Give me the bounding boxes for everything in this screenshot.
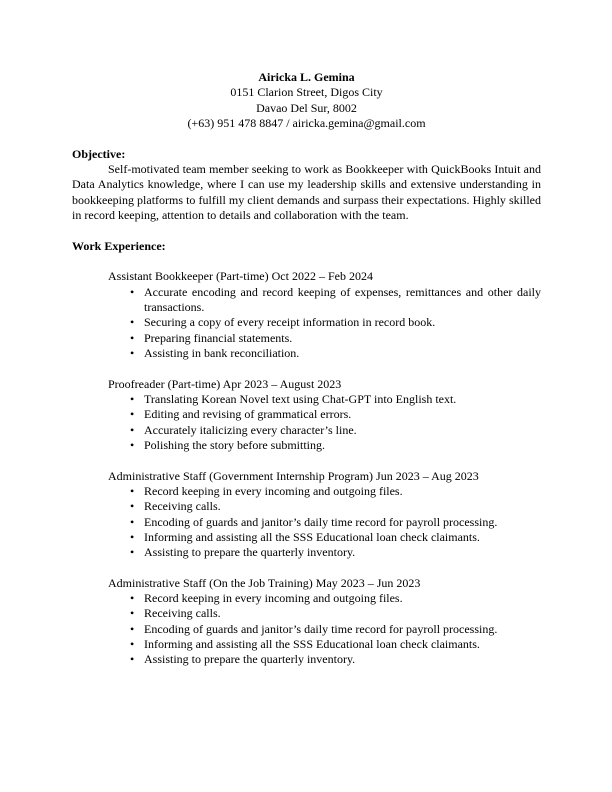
duty-text: Receiving calls. [144,606,221,621]
list-item [72,346,541,361]
bullet-icon: • [130,437,135,452]
list-item [72,591,541,606]
bullet-icon: • [130,545,135,560]
applicant-name: Airicka L. Gemina [258,70,355,84]
list-item [72,499,541,514]
bullet-icon: • [130,621,135,636]
bullet-icon: • [130,483,135,498]
bullet-icon: • [130,606,135,621]
list-item [72,331,541,346]
job-title: Administrative Staff (On the Job Training) May 2023 – Jun 2023 [108,575,421,590]
job-duties-list [72,591,541,668]
contact-info: (+63) 951 478 8847 / airicka.gemina@gmail.com [187,115,426,130]
list-item [72,407,541,422]
duty-text: Editing and revising of grammatical errors. [144,407,352,422]
bullet-icon: • [130,514,135,529]
bullet-icon: • [130,407,135,422]
list-item [72,285,541,316]
bullet-icon: • [130,499,135,514]
objective-heading: Objective: [72,146,126,161]
duty-text: Record keeping in every incoming and outgoing files. [144,483,403,498]
duty-text: Translating Korean Novel text using Chat-GPT into English text. [144,391,457,406]
objective-text: Self-motivated team member seeking to work as Bookkeeper with QuickBooks Intuit and Data Analytics knowledge, where I can use my leadership skills and extensive understanding in bookkeeping platforms to fulfill my client demands and surpass their expectations. Highly skilled in record keeping, attention to details and collaboration with the team. [72,161,541,222]
bullet-icon: • [130,422,135,437]
list-item [72,315,541,330]
duty-text: Assisting to prepare the quarterly inventory. [144,652,356,667]
duty-text: Accurate encoding and record keeping of expenses, remittances and other daily transactions. [144,284,541,314]
duty-text: Preparing financial statements. [144,330,293,345]
bullet-icon: • [130,391,135,406]
duty-text: Encoding of guards and janitor’s daily time record for payroll processing. [144,621,498,636]
list-item [72,637,541,652]
list-item [72,484,541,499]
duty-text: Securing a copy of every receipt information in record book. [144,315,436,330]
job-list [72,269,541,668]
job-title: Administrative Staff (Government Internship Program) Jun 2023 – Aug 2023 [108,468,479,483]
list-item [72,622,541,637]
bullet-icon: • [130,529,135,544]
resume-page [72,70,541,668]
job-title: Assistant Bookkeeper (Part-time) Oct 2022 – Feb 2024 [108,269,373,284]
list-item [72,652,541,667]
duty-text: Informing and assisting all the SSS Educational loan check claimants. [144,529,480,544]
duty-text: Assisting to prepare the quarterly inventory. [144,545,356,560]
bullet-icon: • [130,591,135,606]
list-item [72,515,541,530]
list-item [72,392,541,407]
bullet-icon: • [130,345,135,360]
bullet-icon: • [130,637,135,652]
job-duties-list [72,392,541,453]
address-line-1: 0151 Clarion Street, Digos City [230,85,383,100]
duty-text: Informing and assisting all the SSS Educational loan check claimants. [144,637,480,652]
bullet-icon: • [130,330,135,345]
list-item [72,438,541,453]
duty-text: Accurately italicizing every character’s line. [144,422,357,437]
duty-text: Receiving calls. [144,499,221,514]
duty-text: Polishing the story before submitting. [144,437,325,452]
list-item [72,530,541,545]
address-line-2: Davao Del Sur, 8002 [256,100,357,115]
job-duties-list [72,484,541,561]
bullet-icon: • [130,652,135,667]
work-experience-heading: Work Experience: [72,238,166,253]
duty-text: Record keeping in every incoming and outgoing files. [144,591,403,606]
duty-text: Assisting in bank reconciliation. [144,345,300,360]
list-item [72,423,541,438]
job-duties-list [72,285,541,362]
list-item [72,545,541,560]
duty-text: Encoding of guards and janitor’s daily time record for payroll processing. [144,514,498,529]
bullet-icon: • [130,284,135,299]
bullet-icon: • [130,315,135,330]
job-title: Proofreader (Part-time) Apr 2023 – August 2023 [108,376,342,391]
list-item [72,606,541,621]
